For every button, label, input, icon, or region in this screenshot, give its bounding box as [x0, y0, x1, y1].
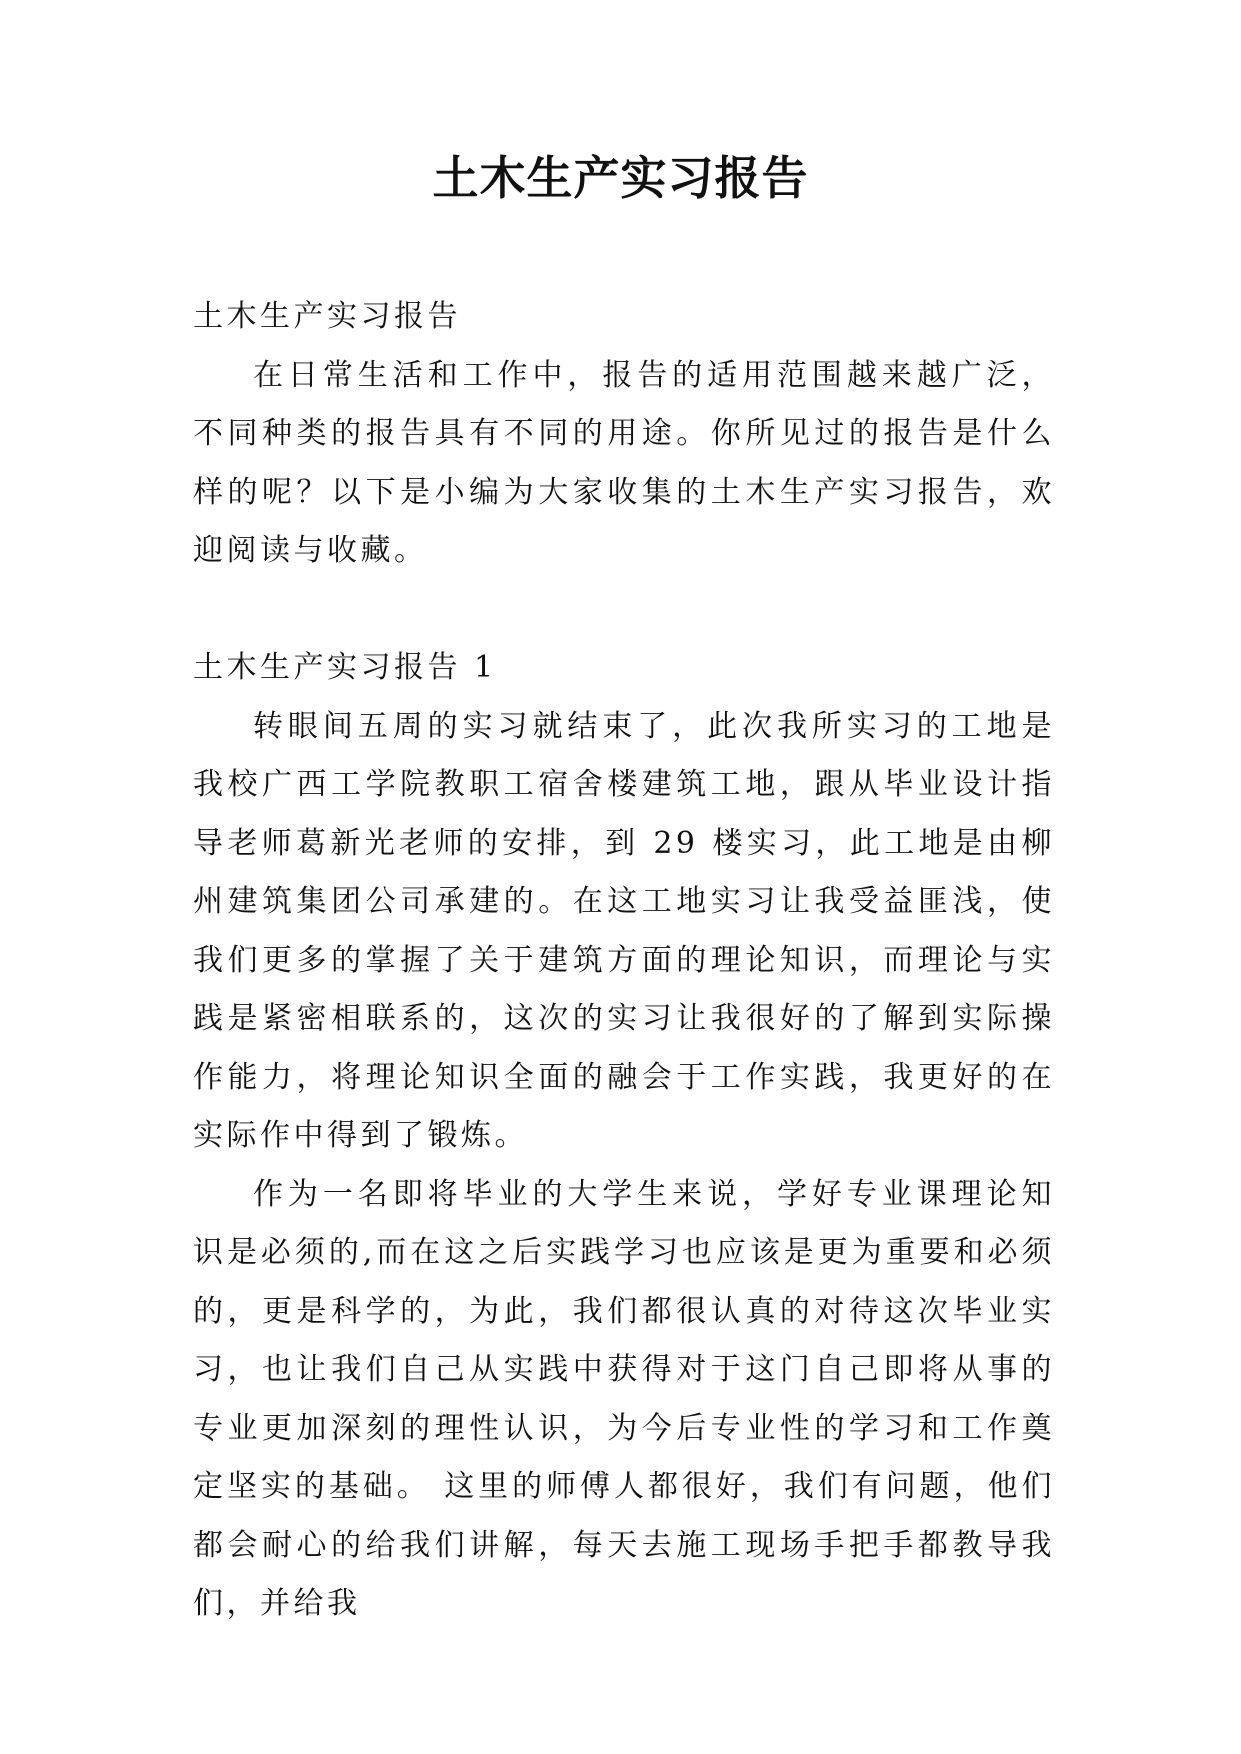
intro-paragraph: 在日常生活和工作中，报告的适用范围越来越广泛，不同种类的报告具有不同的用途。你所见过的报告是什么样的呢？以下是小编为大家收集的土木生产实习报告，欢迎阅读与收藏。 [193, 357, 1055, 568]
document-body [193, 288, 1055, 1634]
intro-heading: 土木生产实习报告 [193, 299, 461, 334]
section1-paragraph-2: 作为一名即将毕业的大学生来说，学好专业课理论知识是必须的,而在这之后实践学习也应该是更为重要和必须的，更是科学的，为此，我们都很认真的对待这次毕业实习，也让我们自己从实践中获得对于这门自己即将从事的专业更加深刻的理性认识，为今后专业性的学习和工作奠定坚实的基础。 这里的师傅人都很好，我们有问题，他们都会耐心的给我们讲解，每天去施工现场手把手都教导我们，并给我 [193, 1176, 1055, 1621]
section1-paragraph-1: 转眼间五周的实习就结束了，此次我所实习的工地是我校广西工学院教职工宿舍楼建筑工地，跟从毕业设计指导老师葛新光老师的安排，到 29 楼实习，此工地是由柳州建筑集团公司承建的。在这工地实习让我受益匪浅，使我们更多的掌握了关于建筑方面的理论知识，而理论与实践是紧密相联系的，这次的实习让我很好的了解到实际操作能力，将理论知识全面的融会于工作实践，我更好的在实际作中得到了锻炼。 [193, 708, 1055, 1153]
section1-heading: 土木生产实习报告 1 [193, 650, 497, 685]
document-title: 土木生产实习报告 [432, 151, 809, 205]
blank-line [193, 581, 1055, 640]
